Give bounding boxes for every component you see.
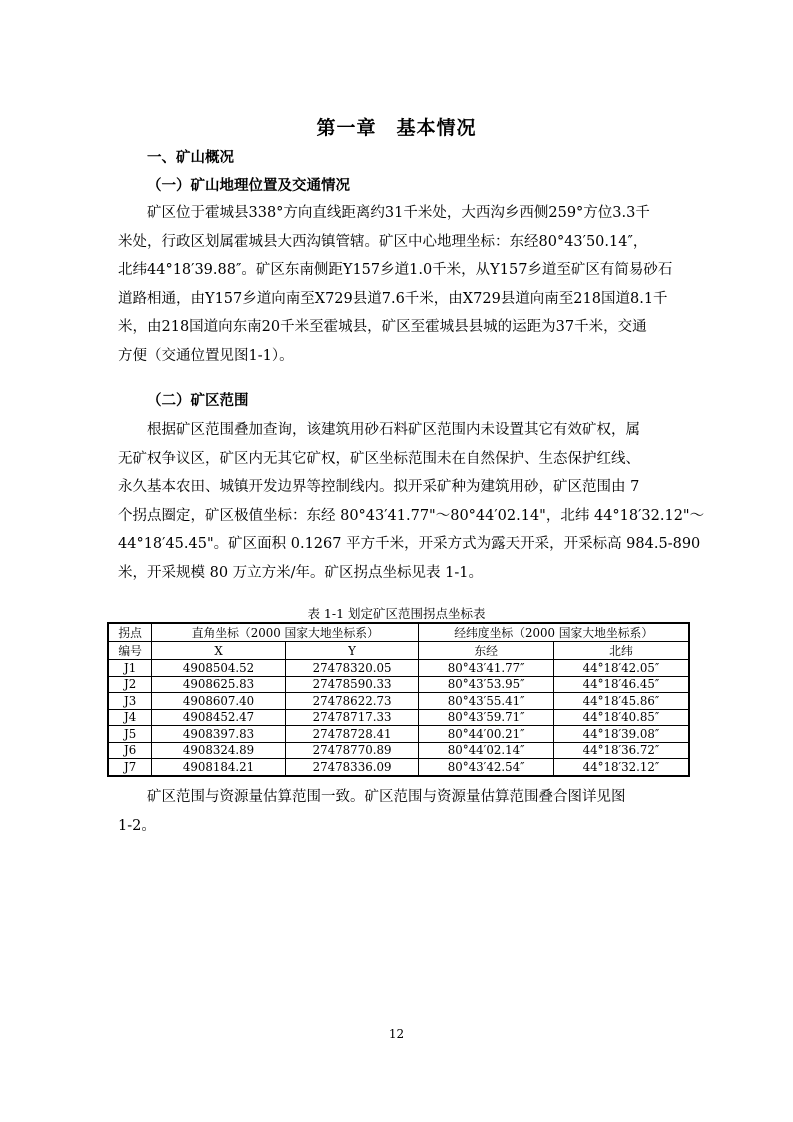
- table-cell: 4908452.47: [152, 709, 286, 726]
- table-cell: 4908625.83: [152, 676, 286, 693]
- paragraph-line: 北纬44°18′39.88″。矿区东南侧距Y157乡道1.0千米，从Y157乡道至矿区有简易砂石: [118, 262, 673, 278]
- paragraph-line: 永久基本农田、城镇开发边界等控制线内。拟开采矿种为建筑用砂，矿区范围由 7: [118, 479, 640, 495]
- subsection-heading-scope: （二）矿区范围: [147, 393, 249, 409]
- table-cell: 80°43′55.41″: [419, 693, 554, 710]
- paragraph-line: 44°18′45.45"。矿区面积 0.1267 平方千米，开采方式为露天开采，开采标高 984.5-890: [118, 536, 701, 552]
- table-cell: 27478320.05: [285, 660, 419, 677]
- table-header-cell: 编号: [108, 642, 152, 660]
- paragraph-line: 方便（交通位置见图1-1）。: [118, 347, 294, 364]
- table-row: [108, 660, 689, 677]
- chapter-title: 第一章 基本情况: [316, 117, 477, 139]
- paragraph-line: 矿区范围与资源量估算范围一致。矿区范围与资源量估算范围叠合图详见图: [118, 789, 626, 805]
- table-cell: 4908397.83: [152, 726, 286, 743]
- paragraph-line: 道路相通，由Y157乡道向南至X729县道7.6千米，由X729县道向南至218国道8.1千: [118, 290, 668, 307]
- table-cell: 27478590.33: [285, 676, 419, 693]
- table-cell: 80°43′59.71″: [419, 709, 554, 726]
- table-header-row: [108, 642, 689, 660]
- table-row: [108, 726, 689, 743]
- paragraph-scope: [118, 416, 705, 587]
- table-cell: 80°43′53.95″: [419, 676, 554, 693]
- paragraph-line: 1-2。: [118, 817, 156, 834]
- page-number: 12: [388, 1027, 405, 1041]
- table-cell: 80°43′41.77″: [419, 660, 554, 677]
- table-cell: J4: [108, 709, 152, 726]
- table-cell: 4908607.40: [152, 693, 286, 710]
- table-cell: 44°18′42.05″: [553, 660, 689, 677]
- table-row: [108, 676, 689, 693]
- table-row: [108, 759, 689, 776]
- table-header-cell: Y: [285, 642, 419, 660]
- paragraph-line: 根据矿区范围叠加查询，该建筑用砂石料矿区范围内未设置其它有效矿权，属: [118, 422, 640, 438]
- paragraph-line: 无矿权争议区，矿区内无其它矿权，矿区坐标范围未在自然保护、生态保护红线、: [118, 450, 640, 467]
- table-cell: 44°18′40.85″: [553, 709, 689, 726]
- table-cell: J5: [108, 726, 152, 743]
- paragraph-line: 米，由218国道向东南20千米至霍城县，矿区至霍城县县城的运距为37千米，交通: [118, 319, 647, 335]
- coordinates-table: [107, 622, 690, 777]
- table-header-row: [108, 623, 689, 642]
- table-header-cell: 北纬: [553, 642, 689, 660]
- table-header-cell: 东经: [419, 642, 554, 660]
- table-cell: 27478622.73: [285, 693, 419, 710]
- table-cell: 4908504.52: [152, 660, 286, 677]
- table-caption: 表 1-1 划定矿区范围拐点坐标表: [307, 606, 486, 621]
- paragraph-resource: [118, 783, 688, 840]
- table-header-cell: 直角坐标（2000 国家大地坐标系）: [152, 623, 419, 642]
- paragraph-line: 米，开采规模 80 万立方米/年。矿区拐点坐标见表 1-1。: [118, 564, 484, 581]
- table-cell: 80°44′02.14″: [419, 742, 554, 759]
- table-row: [108, 693, 689, 710]
- table-cell: 44°18′45.86″: [553, 693, 689, 710]
- table-row: [108, 742, 689, 759]
- table-cell: 27478336.09: [285, 759, 419, 776]
- table-cell: J7: [108, 759, 152, 776]
- table-cell: 44°18′46.45″: [553, 676, 689, 693]
- table-header-cell: 拐点: [108, 623, 152, 642]
- paragraph-location: [118, 199, 688, 370]
- table-cell: 80°43′42.54″: [419, 759, 554, 776]
- table-cell: J2: [108, 676, 152, 693]
- table-cell: 80°44′00.21″: [419, 726, 554, 743]
- table-header-cell: 经纬度坐标（2000 国家大地坐标系）: [419, 623, 689, 642]
- paragraph-line: 矿区位于霍城县338°方向直线距离约31千米处，大西沟乡西侧259°方位3.3千: [118, 205, 650, 221]
- table-header-cell: X: [152, 642, 286, 660]
- table-cell: 44°18′36.72″: [553, 742, 689, 759]
- table-cell: J3: [108, 693, 152, 710]
- table-cell: 44°18′32.12″: [553, 759, 689, 776]
- table-cell: 27478770.89: [285, 742, 419, 759]
- table-cell: 27478728.41: [285, 726, 419, 743]
- table-cell: J6: [108, 742, 152, 759]
- section-heading: 一、矿山概况: [147, 150, 234, 166]
- table-cell: 27478717.33: [285, 709, 419, 726]
- table-cell: J1: [108, 660, 152, 677]
- table-cell: 4908324.89: [152, 742, 286, 759]
- table-cell: 44°18′39.08″: [553, 726, 689, 743]
- paragraph-line: 米处，行政区划属霍城县大西沟镇管辖。矿区中心地理坐标：东经80°43′50.14″，: [118, 233, 648, 250]
- table-row: [108, 709, 689, 726]
- table-cell: 4908184.21: [152, 759, 286, 776]
- subsection-heading-location: （一）矿山地理位置及交通情况: [147, 178, 350, 194]
- paragraph-line: 个拐点圈定，矿区极值坐标：东经 80°43′41.77"～80°44′02.14"，北纬 44°18′32.12"～: [118, 507, 705, 524]
